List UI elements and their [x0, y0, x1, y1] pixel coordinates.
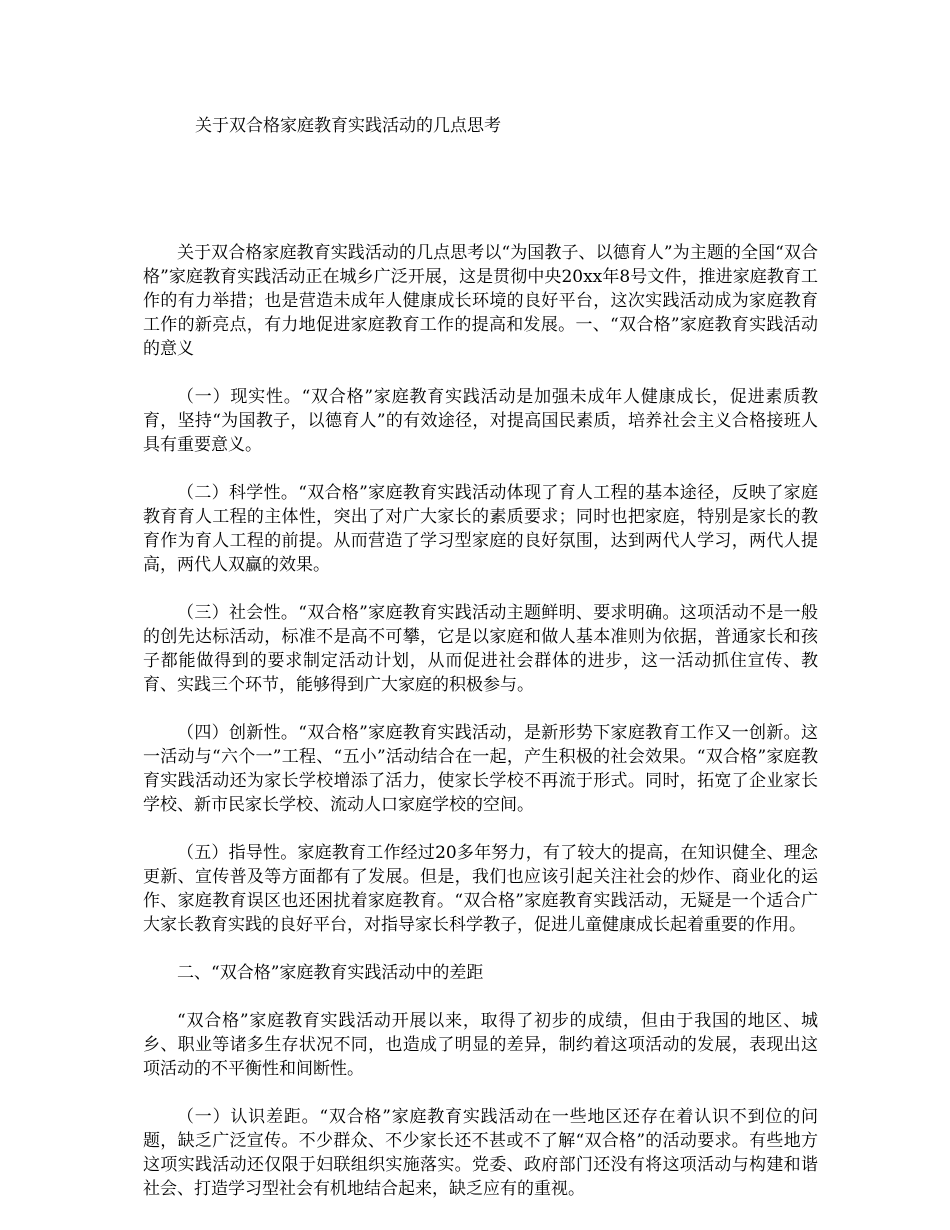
- paragraph-awareness-gap: （一）认识差距。“双合格”家庭教育实践活动在一些地区还存在着认识不到位的问题，缺乏广泛宣传。不少群众、不少家长还不甚或不了解“双合格”的活动要求。有些地方这项实践活动还仅限于妇联组织实施落实。党委、政府部门还没有将这项活动与构建和谐社会、打造学习型社会有机地结合起来，缺乏应有的重视。: [143, 1107, 818, 1199]
- document-title: 关于双合格家庭教育实践活动的几点思考: [195, 116, 501, 136]
- paragraph-guidance: （五）指导性。家庭教育工作经过20多年努力，有了较大的提高，在知识健全、理念更新、宣传普及等方面都有了发展。但是，我们也应该引起关注社会的炒作、商业化的运作、家庭教育误区也还困扰着家庭教育。“双合格”家庭教育实践活动，无疑是一个适合广大家长教育实践的良好平台，对指导家长科学教子，促进儿童健康成长起着重要的作用。: [143, 843, 818, 935]
- paragraph-science: （二）科学性。“双合格”家庭教育实践活动体现了育人工程的基本途径，反映了家庭教育育人工程的主体性，突出了对广大家长的素质要求；同时也把家庭，特别是家长的教育作为育人工程的前提。从而营造了学习型家庭的良好氛围，达到两代人学习，两代人提高，两代人双赢的效果。: [143, 483, 818, 575]
- paragraph-innovation: （四）创新性。“双合格”家庭教育实践活动，是新形势下家庭教育工作又一创新。这一活动与“六个一”工程、“五小”活动结合在一起，产生积极的社会效果。“双合格”家庭教育实践活动还为家长学校增添了活力，使家长学校不再流于形式。同时，拓宽了企业家长学校、新市民家长学校、流动人口家庭学校的空间。: [143, 723, 818, 815]
- paragraph-society: （三）社会性。“双合格”家庭教育实践活动主题鲜明、要求明确。这项活动不是一般的创先达标活动，标准不是高不可攀，它是以家庭和做人基本准则为依据，普通家长和孩子都能做得到的要求制定活动计划，从而促进社会群体的进步，这一活动抓住宣传、教育、实践三个环节，能够得到广大家庭的积极参与。: [143, 603, 818, 695]
- paragraph-gaps-intro: “双合格”家庭教育实践活动开展以来，取得了初步的成绩，但由于我国的地区、城乡、职业等诸多生存状况不同，也造成了明显的差异，制约着这项活动的发展，表现出这项活动的不平衡性和间断性。: [143, 1011, 818, 1079]
- section-heading-gaps: 二、“双合格”家庭教育实践活动中的差距: [177, 963, 484, 983]
- paragraph-reality: （一）现实性。“双合格”家庭教育实践活动是加强未成年人健康成长，促进素质教育，坚持“为国教子，以德育人”的有效途径，对提高国民素质，培养社会主义合格接班人具有重要意义。: [143, 387, 818, 455]
- document-body: [143, 241, 818, 1225]
- paragraph-intro: 关于双合格家庭教育实践活动的几点思考以“为国教子、以德育人”为主题的全国“双合格”家庭教育实践活动正在城乡广泛开展，这是贯彻中央20xx年8号文件，推进家庭教育工作的有力举措；也是营造未成年人健康成长环境的良好平台，这次实践活动成为家庭教育工作的新亮点，有力地促进家庭教育工作的提高和发展。一、“双合格”家庭教育实践活动的意义: [143, 243, 818, 359]
